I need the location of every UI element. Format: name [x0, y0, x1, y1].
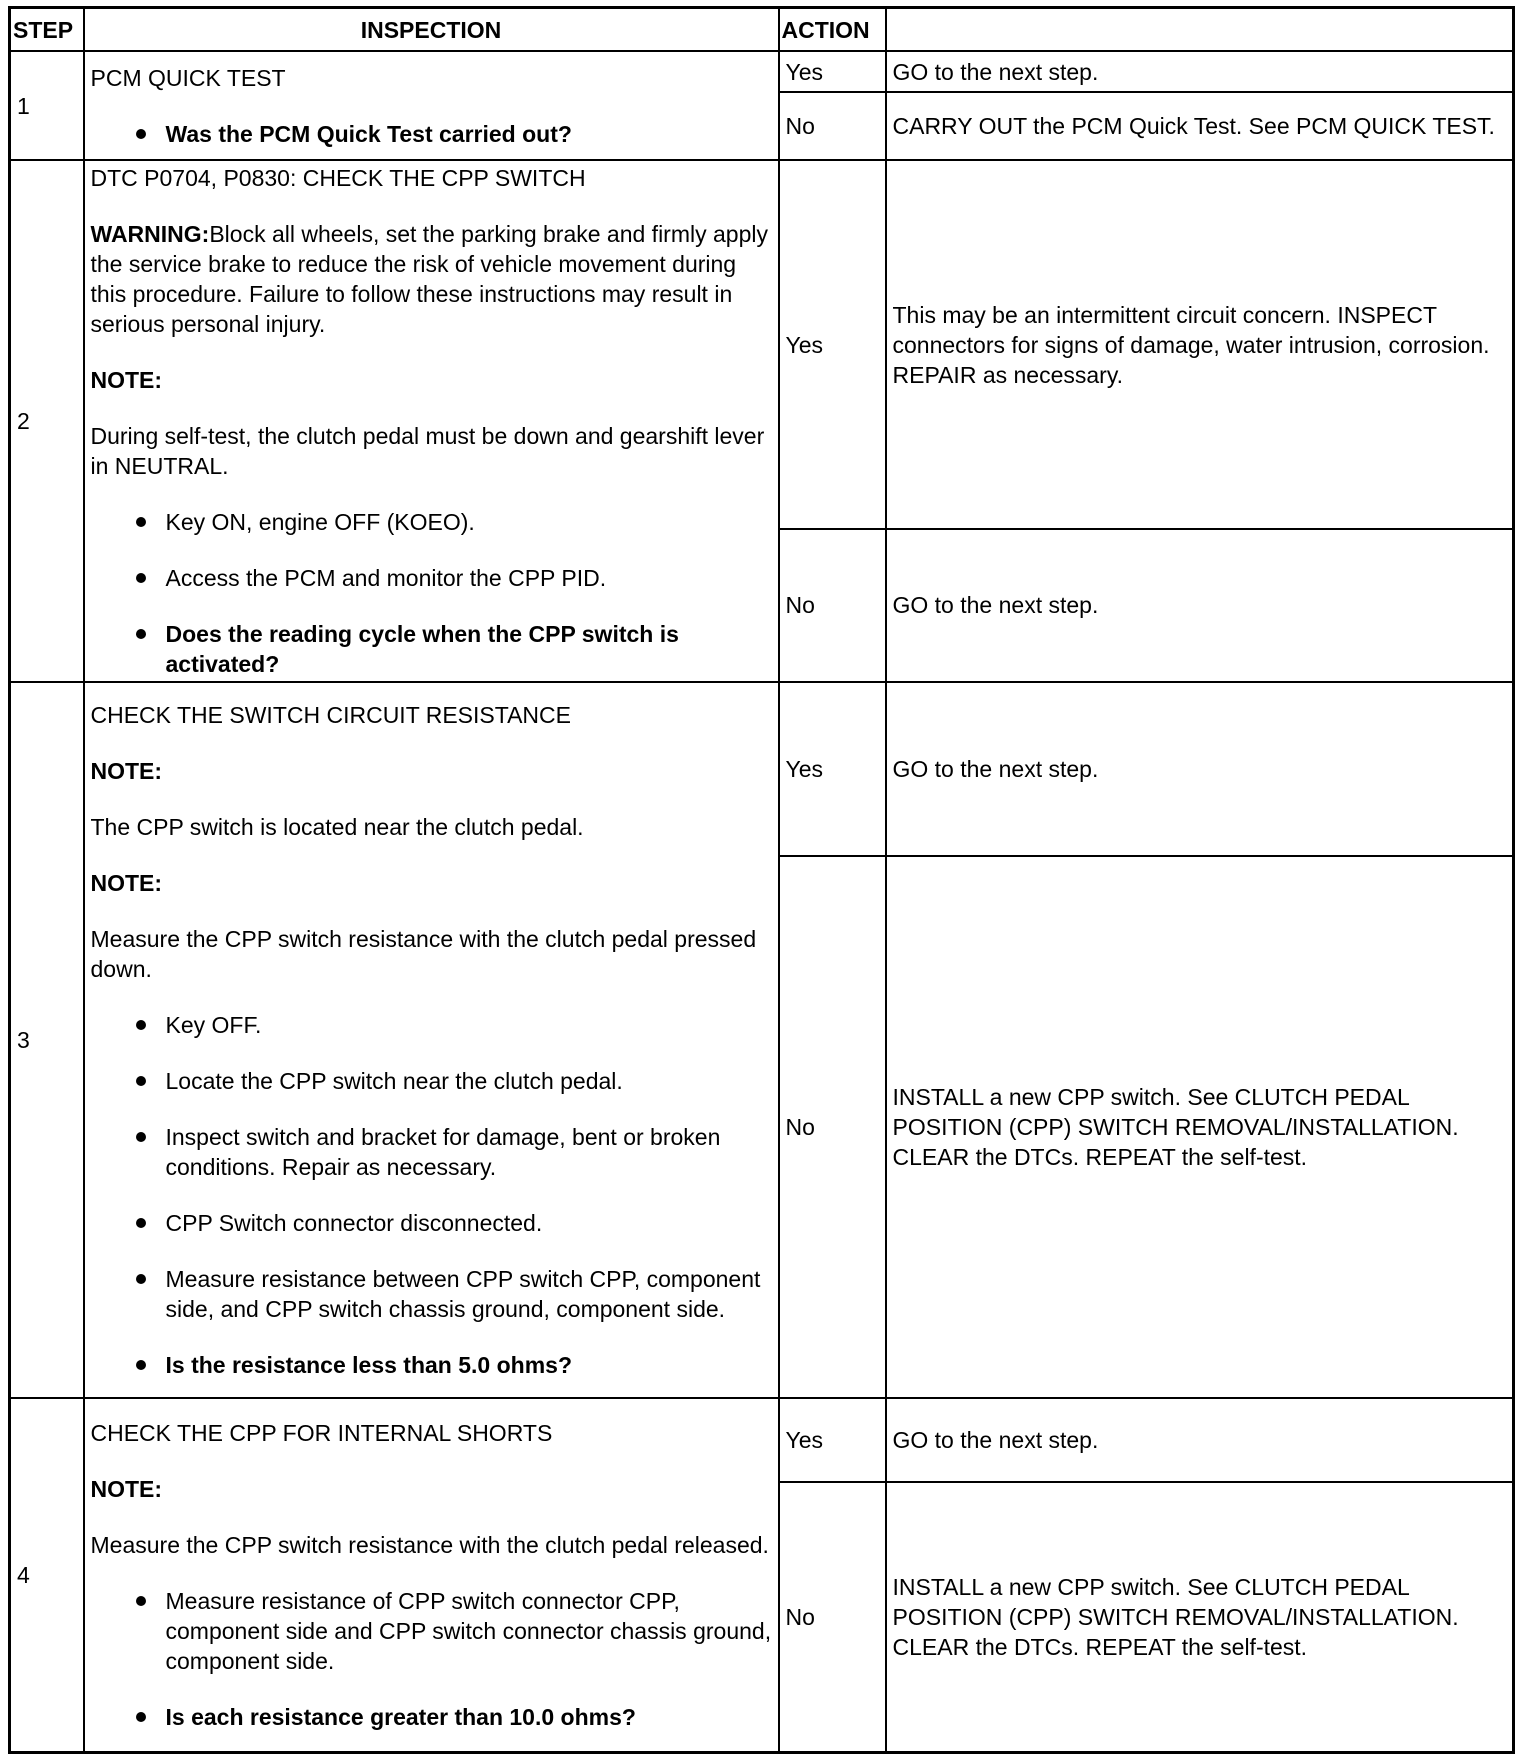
warning-label: WARNING: — [90, 220, 210, 247]
step-1-yes-row — [10, 51, 1514, 92]
step-1-yes-label: Yes — [779, 51, 886, 92]
step-3-inspection — [84, 682, 779, 1399]
step-4-note-text: Measure the CPP switch resistance with the clutch pedal released. — [90, 1532, 769, 1559]
step-4-inspection — [84, 1398, 779, 1752]
warning-text: Block all wheels, set the parking brake and firmly apply the service brake to reduce the risk of vehicle movement during this procedure. Failure to follow these instructions may result in serious personal injury. — [90, 220, 768, 337]
header-inspection: INSPECTION — [84, 8, 779, 52]
step-3-no-label: No — [779, 856, 886, 1398]
step-3-note2-label: NOTE: — [90, 869, 163, 896]
step-1-bullets — [91, 119, 772, 149]
step-3-bullet-2: Locate the CPP switch near the clutch pedal. — [91, 1066, 772, 1096]
header-result — [886, 8, 1514, 52]
step-4-note-label: NOTE: — [90, 1476, 163, 1503]
step-4-title: CHECK THE CPP FOR INTERNAL SHORTS — [90, 1420, 553, 1447]
step-2-note-text: During self-test, the clutch pedal must be down and gearshift lever in NEUTRAL. — [90, 422, 765, 479]
header-row — [10, 8, 1514, 52]
step-3-yes-action: GO to the next step. — [886, 682, 1514, 856]
step-2-no-action: GO to the next step. — [886, 529, 1514, 681]
step-3-note2-text: Measure the CPP switch resistance with the clutch pedal pressed down. — [90, 925, 757, 982]
step-2-title: DTC P0704, P0830: CHECK THE CPP SWITCH — [90, 164, 586, 191]
step-2-no-label: No — [779, 529, 886, 681]
step-3-yes-label: Yes — [779, 682, 886, 856]
step-2-yes-action: This may be an intermittent circuit concern. INSPECT connectors for signs of damage, water intrusion, corrosion. REPAIR as necessary. — [886, 160, 1514, 529]
step-2-note-label: NOTE: — [90, 366, 163, 393]
step-1-yes-action: GO to the next step. — [886, 51, 1514, 92]
step-3-title: CHECK THE SWITCH CIRCUIT RESISTANCE — [90, 701, 571, 728]
step-3-bullet-5: Measure resistance between CPP switch CPP, component side, and CPP switch chassis ground, component side. — [91, 1264, 772, 1324]
step-1-title: PCM QUICK TEST — [90, 64, 286, 91]
step-4-no-label: No — [779, 1482, 886, 1752]
step-1-bullet-1: Was the PCM Quick Test carried out? — [91, 119, 772, 149]
step-2-bullet-3: Does the reading cycle when the CPP switch is activated? — [91, 619, 772, 679]
step-4-bullets — [91, 1586, 772, 1732]
step-2-bullets — [91, 507, 772, 679]
step-3-bullet-1: Key OFF. — [91, 1010, 772, 1040]
step-3-note1-label: NOTE: — [90, 757, 163, 784]
step-3-note1-text: The CPP switch is located near the clutch pedal. — [90, 813, 584, 840]
step-3-no-action: INSTALL a new CPP switch. See CLUTCH PEDAL POSITION (CPP) SWITCH REMOVAL/INSTALLATION. CLEAR the DTCs. REPEAT the self-test. — [886, 856, 1514, 1398]
step-3-yes-row — [10, 682, 1514, 856]
step-3-bullet-3: Inspect switch and bracket for damage, bent or broken conditions. Repair as necessary. — [91, 1122, 772, 1182]
step-4-number: 4 — [10, 1398, 84, 1752]
step-2-bullet-2: Access the PCM and monitor the CPP PID. — [91, 563, 772, 593]
step-2-yes-label: Yes — [779, 160, 886, 529]
step-3-bullet-4: CPP Switch connector disconnected. — [91, 1208, 772, 1238]
step-3-number: 3 — [10, 682, 84, 1399]
step-1-no-label: No — [779, 92, 886, 160]
step-2-yes-row — [10, 160, 1514, 529]
step-2-warning — [91, 219, 772, 339]
step-2-inspection — [84, 160, 779, 681]
step-4-no-action: INSTALL a new CPP switch. See CLUTCH PEDAL POSITION (CPP) SWITCH REMOVAL/INSTALLATION. CLEAR the DTCs. REPEAT the self-test. — [886, 1482, 1514, 1752]
diagnostic-table — [8, 6, 1515, 1754]
step-2-bullet-1: Key ON, engine OFF (KOEO). — [91, 507, 772, 537]
step-3-bullet-6: Is the resistance less than 5.0 ohms? — [91, 1350, 772, 1380]
step-4-yes-label: Yes — [779, 1398, 886, 1482]
header-action: ACTION — [779, 8, 886, 52]
step-4-yes-action: GO to the next step. — [886, 1398, 1514, 1482]
header-step: STEP — [10, 8, 84, 52]
step-2-number: 2 — [10, 160, 84, 681]
step-4-bullet-1: Measure resistance of CPP switch connector CPP, component side and CPP switch connector chassis ground, component side. — [91, 1586, 772, 1676]
step-4-bullet-2: Is each resistance greater than 10.0 ohms? — [91, 1702, 772, 1732]
step-1-number: 1 — [10, 51, 84, 160]
step-4-yes-row — [10, 1398, 1514, 1482]
step-3-bullets — [91, 1010, 772, 1380]
step-1-inspection — [84, 51, 779, 160]
step-1-no-action: CARRY OUT the PCM Quick Test. See PCM QUICK TEST. — [886, 92, 1514, 160]
